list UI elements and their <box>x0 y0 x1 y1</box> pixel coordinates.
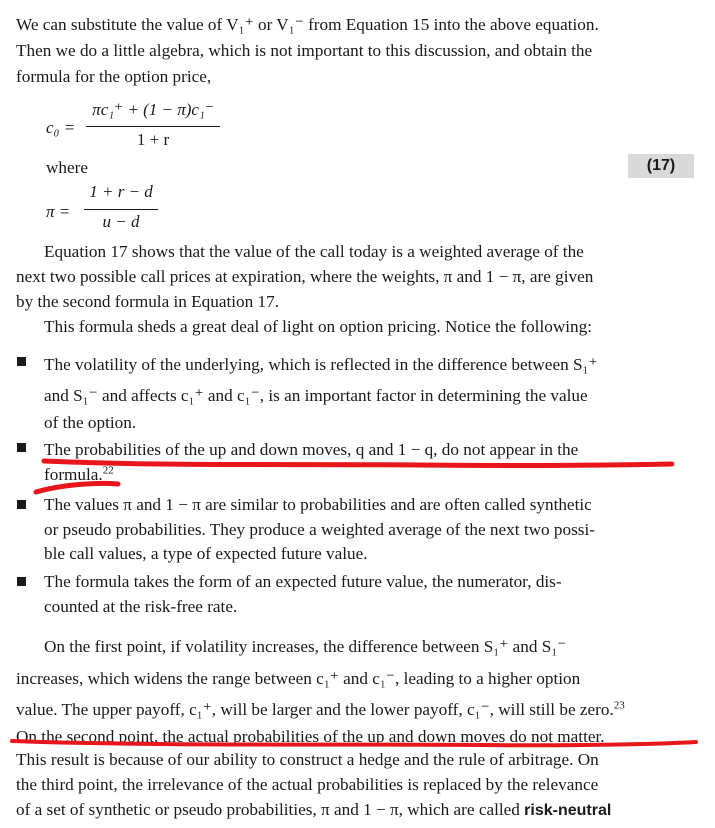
para2-line2: next two possible call prices at expiration, where the weights, π and 1 − π, are given <box>16 267 594 286</box>
eq-pi-lhs: π = <box>46 202 71 221</box>
equation-number: (17) <box>628 154 694 178</box>
bullet-marker <box>17 357 26 366</box>
eq-pi-fraction-bar <box>84 209 158 210</box>
bullet4-line2: counted at the risk-free rate. <box>44 597 238 616</box>
para3-line3-wrap <box>16 697 694 723</box>
footnote-22: 22 <box>102 464 114 477</box>
para1-line2: Then we do a little algebra, which is not important to this discussion, and obtain the <box>16 41 593 60</box>
bullet3-line2: or pseudo probabilities. They produce a weighted average of the next two possi- <box>44 520 595 539</box>
para3-line7-wrap <box>16 797 694 824</box>
bullet1-line1: The volatility of the underlying, which is reflected in the difference between S₁⁺ <box>44 355 598 374</box>
para3-line6: the third point, the irrelevance of the actual probabilities is replaced by the relevance <box>16 775 599 794</box>
risk-neutral-term: risk-neutral <box>524 802 612 819</box>
para3-line3: value. The upper payoff, c₁⁺, will be larger and the lower payoff, c₁⁻, will still be zero. <box>16 700 614 719</box>
para1-line3: formula for the option price, <box>16 67 212 86</box>
where-label: where <box>46 158 88 177</box>
para3-line7: of a set of synthetic or pseudo probabilities, π and 1 − π, which are called <box>16 800 520 819</box>
eq-c0-fraction-bar <box>86 126 220 127</box>
bullet4-line1: The formula takes the form of an expected future value, the numerator, dis- <box>44 572 562 591</box>
para1-line1: We can substitute the value of V₁⁺ or V₁⁻ from Equation 15 into the above equation. <box>16 15 599 34</box>
bullet1-line3: of the option. <box>44 413 137 432</box>
para2-line1: Equation 17 shows that the value of the call today is a weighted average of the <box>44 242 584 261</box>
footnote-23: 23 <box>613 699 625 712</box>
bullet2-line2: formula. <box>44 465 103 484</box>
eq-pi-denominator: u − d <box>102 212 140 231</box>
para3-line5: This result is because of our ability to construct a hedge and the rule of arbitrage. On <box>16 750 599 769</box>
bullet-marker <box>17 500 26 509</box>
bullet-marker <box>17 577 26 586</box>
para3-line1: On the first point, if volatility increases, the difference between S₁⁺ and S₁⁻ <box>44 637 567 656</box>
eq-c0-numerator: πc₁⁺ + (1 − π)c₁⁻ <box>92 100 214 119</box>
bullet2-line1: The probabilities of the up and down moves, q and 1 − q, do not appear in the <box>44 440 579 459</box>
eq-c0-denominator: 1 + r <box>136 130 170 149</box>
para3-line2: increases, which widens the range between c₁⁺ and c₁⁻, leading to a higher option <box>16 669 581 688</box>
bullet3-line3: ble call values, a type of expected future value. <box>44 544 368 563</box>
bullet2-line2-wrap <box>44 462 694 488</box>
para2-line4: This formula sheds a great deal of light on option pricing. Notice the following: <box>44 317 592 336</box>
bullet-marker <box>17 443 26 452</box>
eq-c0-lhs: c₀ = <box>46 118 76 137</box>
bullet1-line2: and S₁⁻ and affects c₁⁺ and c₁⁻, is an important factor in determining the value <box>44 386 588 405</box>
para2-line3: by the second formula in Equation 17. <box>16 292 280 311</box>
bullet3-line1: The values π and 1 − π are similar to probabilities and are often called synthetic <box>44 495 592 514</box>
para3-line4: On the second point, the actual probabilities of the up and down moves do not matter. <box>16 727 605 746</box>
eq-pi-numerator: 1 + r − d <box>89 182 153 201</box>
